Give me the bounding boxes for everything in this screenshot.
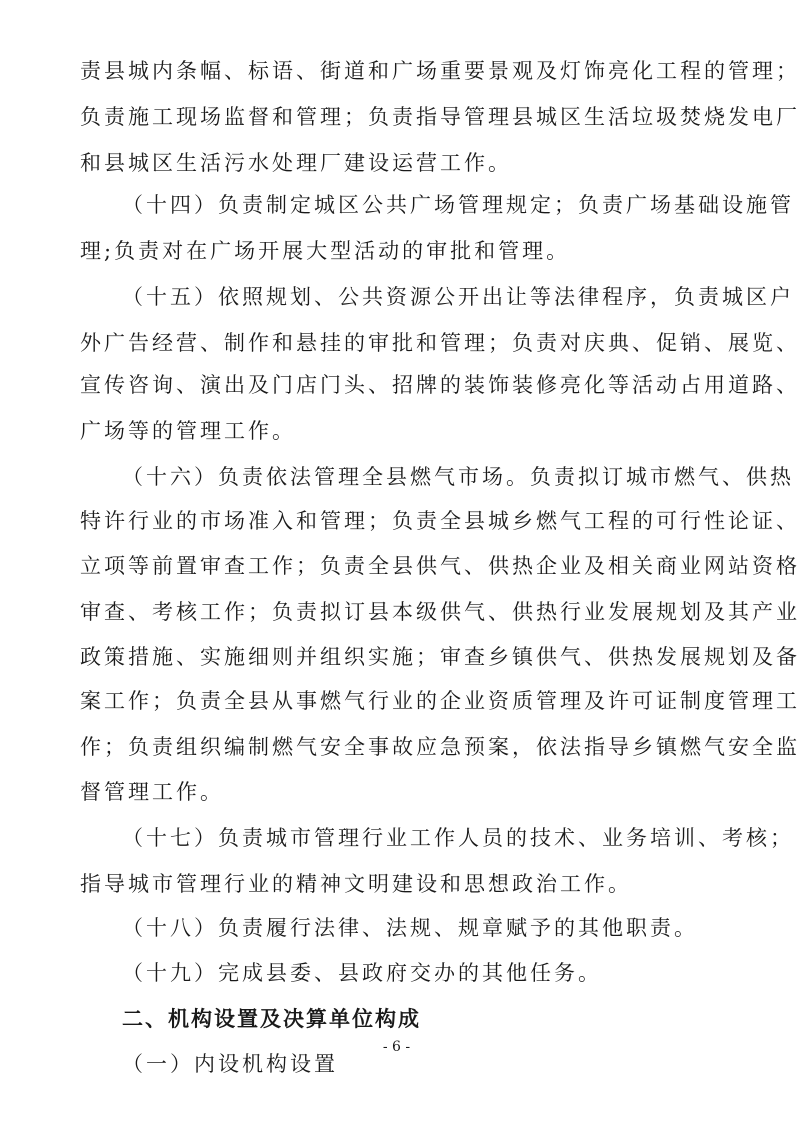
body-text-line: 立项等前置审查工作；负责全县供气、供热企业及相关商业网站资格 (80, 554, 800, 578)
body-text-line: 宣传咨询、演出及门店门头、招牌的装饰装修亮化等活动占用道路、 (80, 373, 800, 397)
body-text-line: 负责施工现场监督和管理；负责指导管理县城区生活垃圾焚烧发电厂 (80, 105, 800, 129)
body-text-line: 作；负责组织编制燃气安全事故应急预案，依法指导乡镇燃气安全监 (80, 735, 800, 759)
body-text-line: 特许行业的市场准入和管理；负责全县城乡燃气工程的可行性论证、 (80, 509, 800, 533)
subsection-heading: （一）内设机构设置 (122, 1052, 338, 1076)
body-text-line: 广场等的管理工作。 (80, 419, 296, 443)
body-text-line: 理;负责对在广场开展大型活动的审批和管理。 (80, 239, 571, 263)
body-text-line: （十六）负责依法管理全县燃气市场。负责拟订城市燃气、供热 (122, 465, 794, 489)
section-heading: 二、机构设置及决算单位构成 (122, 1007, 421, 1031)
body-text-line: （十四）负责制定城区公共广场管理规定；负责广场基础设施管 (122, 193, 794, 217)
body-text-line: （十九）完成县委、县政府交办的其他任务。 (122, 961, 602, 985)
body-text-line: 和县城区生活污水处理厂建设运营工作。 (80, 151, 512, 175)
body-text-line: 案工作；负责全县从事燃气行业的企业资质管理及许可证制度管理工 (80, 689, 800, 713)
body-text-line: 督管理工作。 (80, 780, 224, 804)
body-text-line: （十五）依照规划、公共资源公开出让等法律程序，负责城区户 (122, 285, 794, 309)
body-text-line: 审查、考核工作；负责拟订县本级供气、供热行业发展规划及其产业 (80, 600, 800, 624)
body-text-line: 责县城内条幅、标语、街道和广场重要景观及灯饰亮化工程的管理； (80, 59, 800, 83)
body-text-line: 外广告经营、制作和悬挂的审批和管理；负责对庆典、促销、展览、 (80, 331, 800, 355)
page-number: - 6 - (382, 1039, 411, 1055)
body-text-line: （十七）负责城市管理行业工作人员的技术、业务培训、考核； (122, 826, 794, 850)
body-text-line: 指导城市管理行业的精神文明建设和思想政治工作。 (80, 872, 632, 896)
body-text-line: （十八）负责履行法律、法规、规章赋予的其他职责。 (122, 916, 698, 940)
body-text-line: 政策措施、实施细则并组织实施；审查乡镇供气、供热发展规划及备 (80, 645, 800, 669)
